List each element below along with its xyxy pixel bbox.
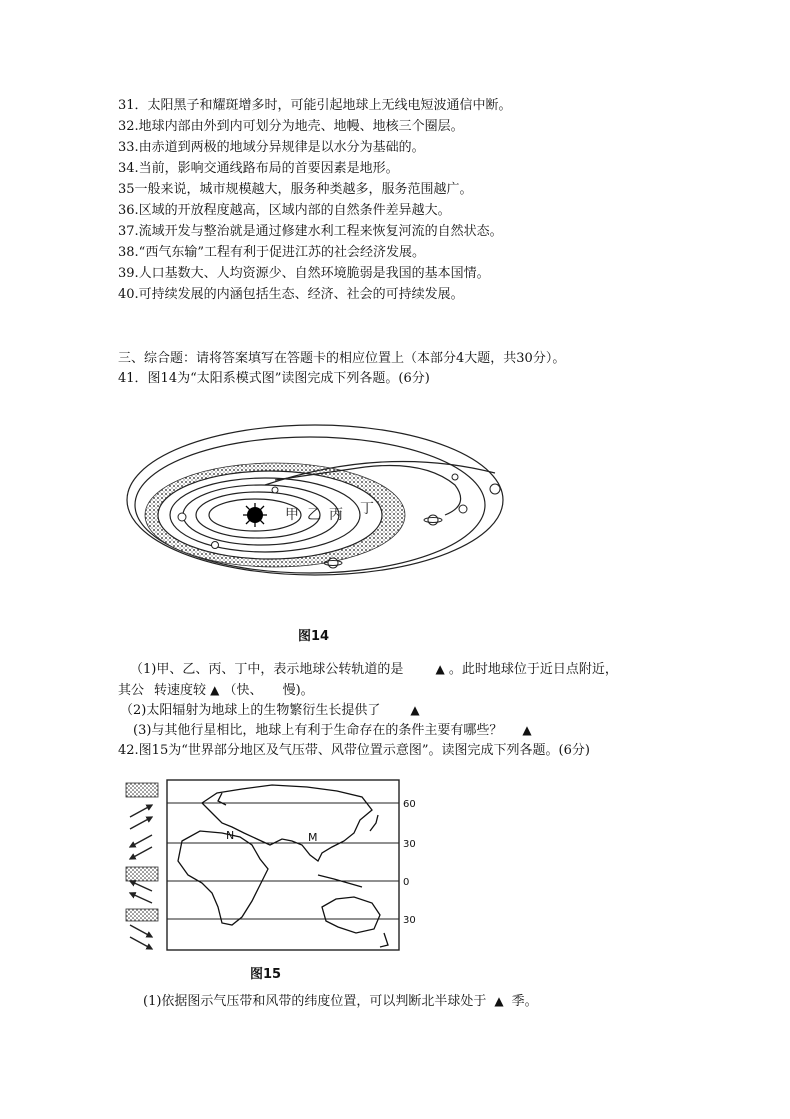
statement-38: 38.“西气东输”工程有利于促进江苏的社会经济发展。 (118, 245, 425, 260)
section-heading: 三、综合题：请将答案填写在答题卡的相应位置上（本部分4大题，共30分）。 (118, 351, 566, 366)
q41-sub3: (3)与其他行星相比，地球上有利于生命存在的条件主要有哪些？ ▲ (133, 723, 532, 738)
lat-label-60n: 60 (403, 799, 416, 810)
orbit-label-bing: 丙 (329, 507, 343, 523)
q41-intro: 41．图14为“太阳系模式图”读图完成下列各题。(6分) (118, 371, 430, 386)
orbit-label-ding: 丁 (360, 501, 374, 517)
statement-33: 33.由赤道到两极的地域分异规律是以水分为基础的。 (118, 140, 425, 155)
answer-blank[interactable]: ▲ (435, 662, 445, 676)
q41-sub2: （2)太阳辐射为地球上的生物繁衍生长提供了 ▲ (120, 703, 420, 718)
statement-39: 39.人口基数大、人均资源少、自然环境脆弱是我国的基本国情。 (118, 266, 490, 281)
q41-sub1-line1: （1)甲、乙、丙、丁中，表示地球公转轨道的是 ▲ 。此时地球位于近日点附近， (130, 662, 618, 677)
map-label-m: M (308, 831, 318, 844)
lat-label-30s: 30 (403, 915, 416, 926)
solar-system-figure (125, 405, 505, 605)
figure-15-caption: 图15 (250, 967, 282, 982)
q42-intro: 42.图15为“世界部分地区及气压带、风带位置示意图”。读图完成下列各题。(6分) (118, 743, 590, 758)
belt-legend (126, 783, 158, 949)
lat-label-30n: 30 (403, 839, 416, 850)
statement-32: 32.地球内部由外到内可划分为地壳、地幔、地核三个圈层。 (118, 119, 464, 134)
answer-blank[interactable]: ▲ (494, 994, 504, 1008)
figure-14-caption: 图14 (298, 629, 330, 644)
orbit-label-yi: 乙 (307, 507, 321, 523)
answer-blank[interactable]: ▲ (410, 703, 420, 717)
statement-35: 35一般来说，城市规模越大，服务种类越多，服务范围越广。 (118, 182, 473, 197)
answer-blank[interactable]: ▲ (210, 683, 220, 697)
q42-sub1: (1)依据图示气压带和风带的纬度位置，可以判断北半球处于 ▲ 季。 (143, 994, 538, 1009)
map-label-n: N (226, 829, 235, 842)
orbit-label-jia: 甲 (285, 507, 299, 523)
statement-34: 34.当前，影响交通线路布局的首要因素是地形。 (118, 161, 399, 176)
statement-36: 36.区域的开放程度越高，区域内部的自然条件差异越大。 (118, 203, 451, 218)
world-map-figure (122, 775, 432, 955)
answer-blank[interactable]: ▲ (522, 723, 532, 737)
statement-37: 37.流域开发与整治就是通过修建水利工程来恢复河流的自然状态。 (118, 224, 503, 239)
statement-31: 31．太阳黑子和耀斑增多时，可能引起地球上无线电短波通信中断。 (118, 98, 512, 113)
q41-sub1-line2: 其公 转速度较 ▲ （快、 慢)。 (118, 683, 314, 698)
sun-icon (243, 503, 267, 527)
lat-label-0: 0 (403, 877, 410, 888)
statement-40: 40.可持续发展的内涵包括生态、经济、社会的可持续发展。 (118, 287, 464, 302)
